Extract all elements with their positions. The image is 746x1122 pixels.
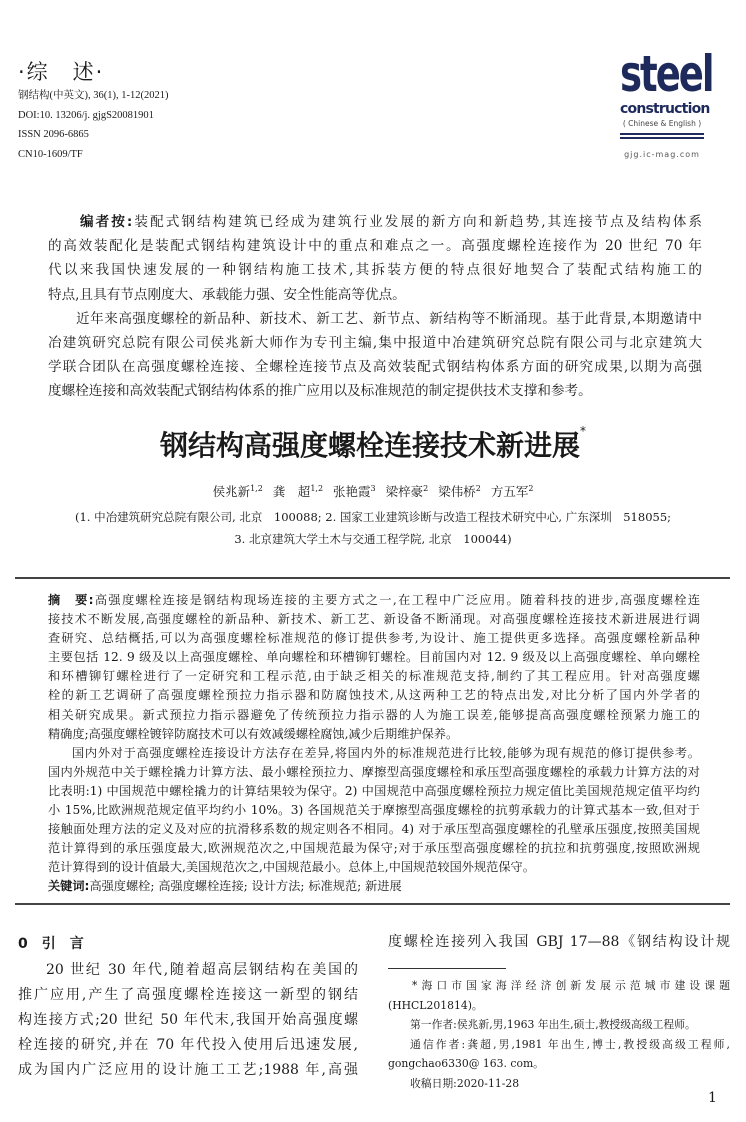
author: 侯兆新$^{1,2}$ [212,483,263,499]
abstract: 摘 要:高强度螺栓连接是钢结构现场连接的主要方式之一,在工程中广泛应用。随着科技的进步,高强度螺栓连 接技术不断发展,高强度螺栓的新品种、新技术、新工艺、新设备不断涌现。对高强度螺栓连接技术新进展进行调 查研究、总结概括,可以为高强度螺栓标准规范的修订提供参考,为设计、施工提供更多选择。高强度螺栓新品种 主要包括 12. 9 级及以上高强度螺栓、单向螺栓和环槽铆钉螺栓。目前国内对 12. 9 级及以上高强度螺栓、单向螺栓 和环槽铆钉螺栓进行了一定研究和工程示范,由于缺乏相关的标准规范支持,制约了其工程应用。针对高强度螺 栓的新工艺调研了高强度螺栓预拉力指示器和防腐蚀技术,从这两种工艺的特点出发,对比分析了国内外学者的 相关研究成果。新式预拉力指示器避免了传统预拉力指示器的人为施工误差,能够提高高强度螺栓预紧力施工的 精确度;高强度螺栓镀锌防腐技术可以有效减缓螺栓腐蚀,减少后期维护保养。 国内外对于高强度螺栓连接设计方法存在差异,将国内外的标准规范进行比较,能够为现有规范的修订提供参考。 国内外规范中关于螺栓撬力计算方法、最小螺栓预拉力、摩擦型高强度螺栓和承压型高强度螺栓的承载力计算方法的对 比表明:1) 中国规范中螺栓撬力的计算结果较为保守。2) 中国规范中高强度螺栓预拉力规定值比美国规范规定值平均约 小 15%,比欧洲规范规定值平均约小 10%。3) 各国规范关于摩擦型高强度螺栓的抗剪承载力的计算式基本一致,但对于 接触面处理方法的定义及对应的抗滑移系数的规定则各不相同。4) 对于承压型高强度螺栓的孔壁承压强度,按照美国规 范计算得到的承压强度最大,欧洲规范次之,中国规范最为保守;对于承压型高强度螺栓的抗拉和抗剪强度,按照欧洲规 范计算得到的设计值最大,美国规范次之,中国规范最小。总体上,中国规范较国外规范保守。 关键词:高强度螺栓; 高强度螺栓连接; 设计方法; 标准规范; 新进展 [48,591,700,897]
doi: DOI:10. 13206/j. gjgS20081901 [18,109,154,121]
divider [15,577,730,579]
author: 梁伟桥$^2$ [438,483,481,499]
journal-logo: steel construction ( Chinese & English ) gjg.ic-mag.com [620,45,713,159]
keywords-label: 关键词: [48,879,90,894]
author: 龚 超$^{1,2}$ [272,483,324,499]
footnotes: *海口市国家海洋经济创新发展示范城市建设课题 (HHCL201814)。 第一作者:侯兆新,男,1963 年出生,硕士,教授级高级工程师。 通信作者:龚超,男,1981 年出生,博士,教授级高级工程师, gongchao6330@ 163. com。 收稿日期:2020-11-28 [388,979,730,1090]
journal-meta [18,86,168,165]
article-title: 钢结构高强度螺栓连接技术新进展* [159,424,586,462]
abstract-label: 摘 要: [48,593,94,607]
intro-right-column: 度螺栓连接列入我国 GBJ 17—88《钢结构设计规 [388,934,730,950]
keywords: 关键词:高强度螺栓; 高强度螺栓连接; 设计方法; 标准规范; 新进展 [48,879,402,894]
footnote-rule [388,968,506,969]
affiliations: (1. 中冶建筑研究总院有限公司, 北京 100088; 2. 国家工业建筑诊断与改造工程技术研究中心, 广东深圳 518055; 3. 北京建筑大学土木与交通工程学院, 北京 100044) [74,510,672,546]
editor-note-label: 编者按: [80,214,133,230]
cn-number: CN10-1609/TF [18,149,83,161]
email: gongchao6330@ 163. com。 [388,1057,544,1070]
author: 张艳霞$^3$ [333,483,376,499]
section-heading: 0 引 言 [18,936,84,952]
author: 方五军$^2$ [490,483,534,499]
issn: ISSN 2096-6865 [18,129,89,141]
author: 梁梓豪$^2$ [385,483,429,499]
section-label: ·综 述· [18,60,105,84]
editor-note: 编者按:装配式钢结构建筑已经成为建筑行业发展的新方向和新趋势,其连接节点及结构体系 的高效装配化是装配式钢结构建筑设计中的重点和难点之一。高强度螺栓连接作为 20 世纪 70 年 代以来我国快速发展的一种钢结构施工技术,其拆装方便的特点很好地契合了装配式结构施工的 特点,且具有节点刚度大、承载能力强、安全性能高等优点。 近年来高强度螺栓的新品种、新技术、新工艺、新节点、新结构等不断涌现。基于此背景,本期邀请中 冶建筑研究总院有限公司侯兆新大师作为专刊主编,集中报道中冶建筑研究总院有限公司与北京建筑大 学联合团队在高强度螺栓连接、全螺栓连接节点及高效装配式钢结构体系方面的研究成果,以期为高强 度螺栓连接和高效装配式钢结构体系的推广应用以及标准规范的制定提供技术支撑和参考。 [48,214,702,400]
page-number: 1 [708,1090,717,1106]
author-list [0,482,746,500]
journal-url: gjg.ic-mag.com [624,150,700,159]
intro-left-column: 20 世纪 30 年代,随着超高层钢结构在美国的 推广应用,产生了高强度螺栓连接这一新型的钢结 构连接方式;20 世纪 50 年代末,我国开始高强度螺 栓连接的研究,并在 70 年代投入使用后迅速发展, 成为国内广泛应用的设计施工工艺;1988 年,高强 [18,962,358,1078]
divider [15,903,730,905]
citation: 钢结构(中英文), 36(1), 1-12(2021) [18,90,169,101]
title-footnote-mark: * [580,424,586,438]
